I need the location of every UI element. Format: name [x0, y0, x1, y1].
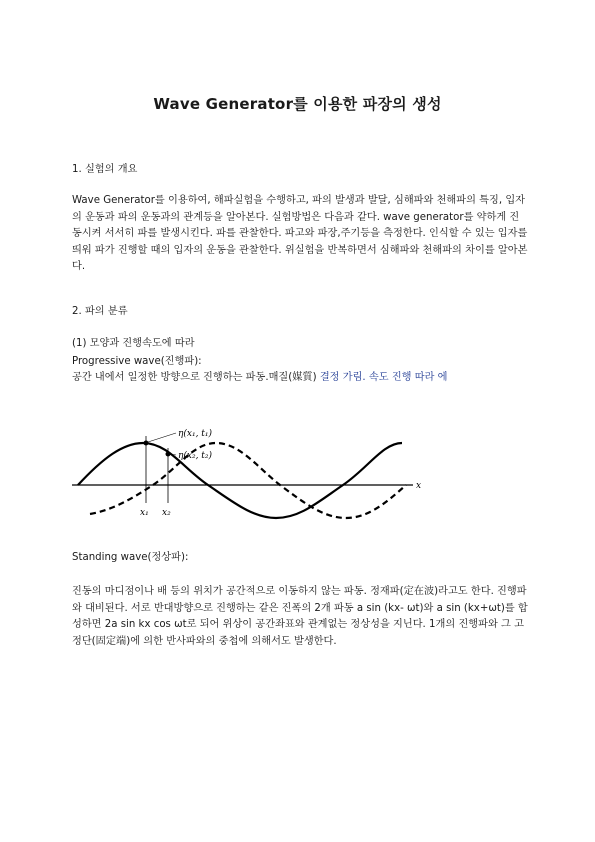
section-1-paragraph: Wave Generator를 이용하여, 해파실험을 수행하고, 파의 발생과 발달, 심해파와 천해파의 특징, 입자의 운동과 파의 운동과의 관계등을 알아본다. 실험방법은 다음과 같다. wave generator를 약하게 진동시켜 서서히 파를 발생시킨다. 파를 관찰한다. 파고와 파장,주기등을 측정한다. 인식할 수 있는 입자를 띄워 파가 진행할 때의 입자의 운동을 관찰한다. 위실험을 반복하면서 심해파와 천해파의 차이를 알아본다.	[72, 195, 528, 272]
wave-t1-curve	[78, 443, 402, 518]
page-title: Wave Generator를 이용한 파장의 생성	[153, 95, 442, 113]
label-eta-t1: η(x₁, t₁)	[178, 429, 213, 439]
point-x1	[144, 441, 149, 446]
section-1-heading: 1. 실험의 개요	[72, 164, 138, 175]
standing-wave-paragraph: 진동의 마디점이나 배 등의 위치가 공간적으로 이동하지 않는 파동. 정재파(定在波)라고도 한다. 진행파와 대비된다. 서로 반대방향으로 진행하는 같은 진폭의 2개 파동 a sin (kx- ωt)와 a sin (kx+ωt)를 합성하면 2a sin kx cos ωt로 되어 위상이 공간좌표와 관계없는 정상성을 지닌다. 1개의 진행파와 그 고정단(固定端)에 의한 반사파와의 중첩에 의해서도 발생한다.	[72, 586, 528, 647]
axis-label-x: x	[416, 481, 422, 491]
subsection-1-heading: (1) 모양과 진행속도에 따라	[72, 338, 195, 349]
section-2-heading: 2. 파의 분류	[72, 306, 128, 317]
progressive-wave-text	[72, 370, 528, 387]
label-eta-t2: η(x₂, t₂)	[178, 451, 213, 461]
progressive-wave-definition-blue: 결정 가림. 속도 진행 따라 에	[319, 372, 448, 383]
progressive-wave-figure	[68, 418, 428, 520]
standing-wave-title: Standing wave(정상파):	[72, 552, 189, 563]
tick-label-x1: x₁	[140, 508, 149, 518]
progressive-wave-title: Progressive wave(진행파):	[72, 356, 202, 367]
progressive-wave-definition: 공간 내에서 일정한 방향으로 진행하는 파동.매질(媒質)	[72, 372, 317, 383]
wave-t2-curve	[90, 443, 406, 518]
tick-label-x2: x₂	[162, 508, 171, 518]
leader-t1	[148, 433, 176, 442]
point-x2	[166, 452, 171, 457]
